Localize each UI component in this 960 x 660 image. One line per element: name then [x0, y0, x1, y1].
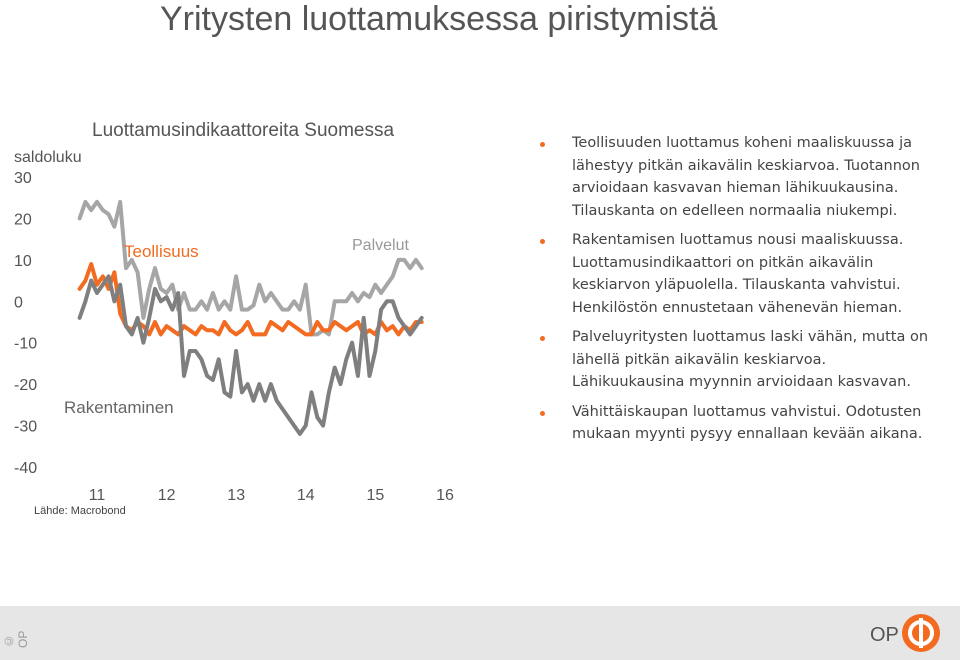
x-tick-label: 15 [366, 487, 385, 504]
x-tick-label: 13 [227, 487, 246, 504]
line-chart [0, 100, 480, 530]
y-tick-label: -20 [14, 377, 38, 395]
bullet-text: Rakentamisen luottamus nousi maaliskuussa. Luottamusindikaattori on pitkän aikavälin keskiarvon yläpuolella. Tilauskanta vahvistui. Henkilöstön ennustetaan vähenevän hieman. [572, 232, 904, 316]
bullet-text: Palveluyritysten luottamus laski vähän, mutta on lähellä pitkän aikavälin keskiarvoa. Lähikuukausina myynnin arvioidaan kasvavan. [572, 329, 929, 390]
bullet-item [540, 229, 940, 319]
logo-text: OP [870, 624, 899, 646]
bullet-dot-icon [540, 142, 545, 147]
bullet-text: Teollisuuden luottamus koheni maaliskuussa ja lähestyy pitkän aikavälin keskiarvoa. Tuotannon arvioidaan kasvavan hieman lähikuukausina. Tilauskanta on edelleen normaalia niukempi. [572, 135, 920, 219]
bullet-dot-icon [540, 239, 545, 244]
y-tick-label: 30 [14, 170, 32, 187]
y-tick-label: -40 [14, 460, 38, 477]
y-tick-label: 10 [14, 252, 32, 270]
y-tick-label: 20 [14, 211, 32, 229]
y-tick-label: 0 [14, 294, 23, 312]
y-axis-label: saldoluku [14, 149, 82, 166]
footer-bar [0, 606, 960, 660]
x-tick-label: 16 [436, 487, 454, 504]
op-logo [870, 614, 942, 654]
bullet-list [540, 132, 940, 453]
series-label-palvelut: Palvelut [352, 237, 409, 254]
chart-title: Luottamusindikaattoreita Suomessa [92, 120, 395, 141]
source-label: Lähde: Macrobond [34, 505, 126, 517]
copyright-text: © OP [2, 630, 30, 648]
chart-container [0, 100, 480, 530]
x-tick-label: 11 [88, 487, 106, 504]
bullet-dot-icon [540, 336, 545, 341]
bullet-item [540, 401, 940, 446]
bullet-item [540, 326, 940, 394]
series-label-rakentaminen: Rakentaminen [64, 398, 174, 417]
series-line-palvelut [80, 202, 422, 335]
bullet-text: Vähittäiskaupan luottamus vahvistui. Odotusten mukaan myynti pysyy ennallaan kevään aikana. [572, 403, 923, 442]
op-logo-icon [902, 614, 940, 652]
y-tick-label: -10 [14, 335, 38, 353]
x-tick-label: 12 [157, 487, 176, 504]
series-line-teollisuus [80, 264, 422, 334]
slide-title: Yritysten luottamuksessa piristymistä [160, 0, 718, 38]
y-tick-label: -30 [14, 418, 38, 436]
bullet-dot-icon [540, 411, 545, 416]
bullet-item [540, 132, 940, 222]
x-tick-label: 14 [296, 487, 315, 504]
series-label-teollisuus: Teollisuus [124, 242, 199, 261]
